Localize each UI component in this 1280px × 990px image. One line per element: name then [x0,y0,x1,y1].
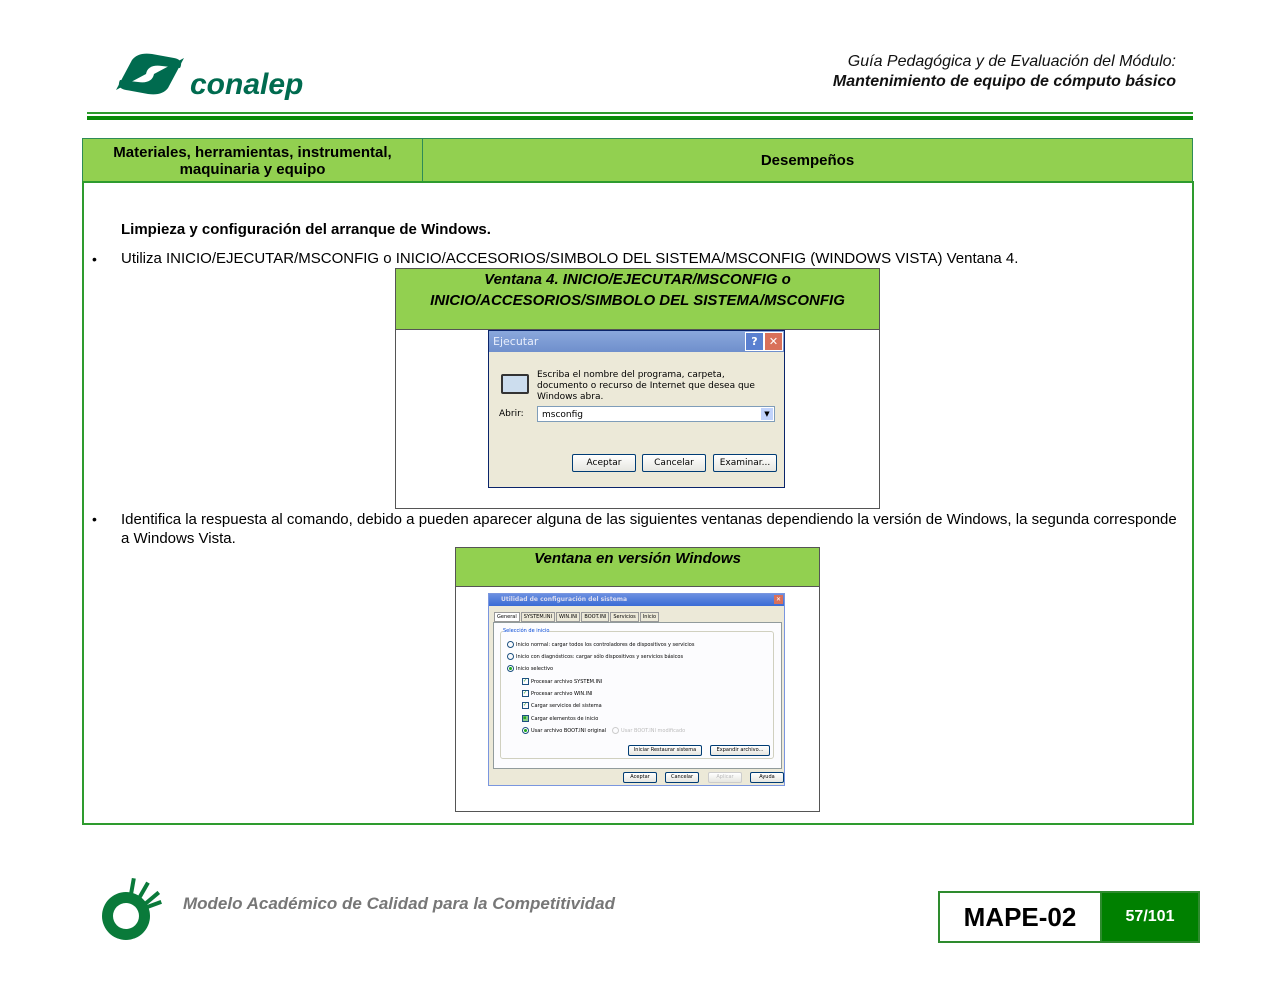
figure-2-caption: Ventana en versión Windows [456,548,819,587]
document-code: MAPE-02 [938,891,1102,943]
footer-tagline: Modelo Académico de Calidad para la Competitividad [183,894,616,913]
expand-button[interactable]: Expandir archivo... [710,745,770,756]
check-system-ini[interactable]: ✓ Procesar archivo SYSTEM.INI [523,678,603,685]
check-win-ini[interactable]: ✓ Procesar archivo WIN.INI [523,690,593,697]
radio-normal[interactable]: Inicio normal: cargar todos los controladores de dispositivos y servicios [507,641,694,648]
open-label: Abrir: [499,409,524,419]
radio-boot-original[interactable]: Usar archivo BOOT.INI original [522,727,606,734]
figure-1-caption: Ventana 4. INICIO/EJECUTAR/MSCONFIG o INICIO/ACCESORIOS/SIMBOLO DEL SISTEMA/MSCONFIG [396,269,879,330]
close-icon[interactable]: ✕ [764,332,783,351]
msconfig-titlebar: Utilidad de configuración del sistema ✕ [489,594,784,606]
chevron-down-icon[interactable]: ▼ [761,408,773,420]
radio-selective[interactable]: Inicio selectivo [507,665,553,672]
radio-boot-modified[interactable]: Usar BOOT.INI modificado [612,727,685,734]
tab-startup[interactable]: Inicio [640,612,659,622]
conalep-logo-icon [112,50,188,98]
browse-button[interactable]: Examinar... [713,454,777,472]
ok-button[interactable]: Aceptar [623,772,657,783]
close-icon[interactable]: ✕ [775,596,782,603]
header-rule-thick [87,116,1193,120]
help-button[interactable]: ? [745,332,764,351]
bullet-icon: • [92,511,97,527]
bullet-1-text: Utiliza INICIO/EJECUTAR/MSCONFIG o INICIO/ACCESORIOS/SIMBOLO DEL SISTEMA/MSCONFIG (WINDOWS VISTA) Ventana 4. [121,250,1019,267]
module-title: Mantenimiento de equipo de cómputo básico [832,73,1176,90]
tab-boot-ini[interactable]: BOOT.INI [581,612,609,622]
column-header-materials: Materiales, herramientas, instrumental, maquinaria y equipo [82,138,423,183]
group-label: Selección de inicio [503,628,550,634]
tab-general[interactable]: General [494,612,520,622]
run-program-icon [501,374,529,394]
check-services[interactable]: ✓ Cargar servicios del sistema [523,702,602,709]
run-dialog [488,330,785,488]
run-description: Escriba el nombre del programa, carpeta, documento o recurso de Internet que desea que Windows abra. [537,370,755,402]
section-title: Limpieza y configuración del arranque de Windows. [121,221,491,238]
logo-text: conalep [190,68,304,101]
restore-button[interactable]: Iniciar Restaurar sistema [628,745,702,756]
tab-win-ini[interactable]: WIN.INI [556,612,580,622]
bullet-icon: • [92,251,97,267]
msconfig-dialog [488,593,785,786]
radio-diagnostic[interactable]: Inicio con diagnósticos: cargar sólo dispositivos y servicios básicos [507,653,683,660]
open-input[interactable]: msconfig ▼ [537,406,775,422]
help-button[interactable]: Ayuda [750,772,784,783]
header-rule-thin [87,112,1193,114]
run-dialog-titlebar: Ejecutar ? ✕ [489,331,784,352]
quality-model-logo-icon [96,876,164,946]
tab-bar [494,612,659,622]
cancel-button[interactable]: Cancelar [665,772,699,783]
guide-title: Guía Pedagógica y de Evaluación del Módulo: [847,53,1176,70]
apply-button[interactable]: Aplicar [708,772,742,783]
tab-panel [493,622,782,769]
bullet-2-text: Identifica la respuesta al comando, debido a pueden aparecer alguna de las siguientes ventanas dependiendo la versión de Windows, la segunda corresponde a Windows Vista. [121,511,1177,547]
tab-services[interactable]: Servicios [610,612,638,622]
cancel-button[interactable]: Cancelar [642,454,706,472]
column-header-performance: Desempeños [422,138,1193,183]
ok-button[interactable]: Aceptar [572,454,636,472]
page-number: 57/101 [1100,891,1200,943]
check-startup-items[interactable]: ▪ Cargar elementos de inicio [523,715,599,722]
tab-system-ini[interactable]: SYSTEM.INI [521,612,555,622]
